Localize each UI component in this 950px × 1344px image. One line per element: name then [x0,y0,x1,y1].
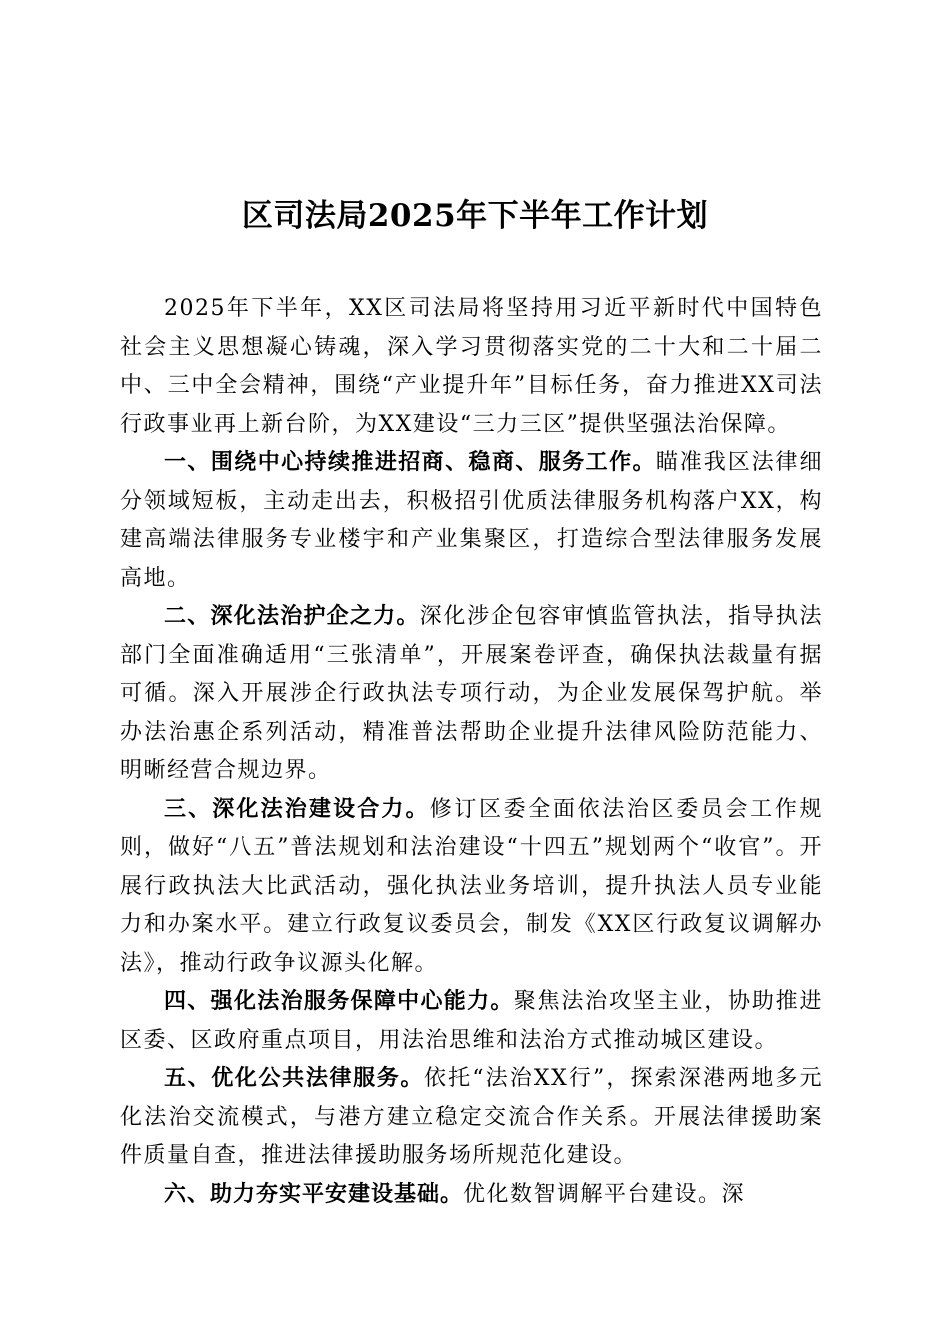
section-heading-1: 一、围绕中心持续推进招商、稳商、服务工作。 [164,450,656,475]
document-title: 区司法局2025年下半年工作计划 [241,198,709,234]
section-heading-3: 三、深化法治建设合力。 [164,796,430,822]
section-heading-5: 五、优化公共法律服务。 [164,1066,424,1091]
section-heading-4: 四、强化法治服务保障中心能力。 [164,989,514,1014]
section-paragraph-6 [120,1176,823,1215]
section-paragraph-4 [120,983,823,1060]
section-text-6: 优化数智调解平台建设。深 [463,1181,746,1207]
section-text-2: 深化涉企包容审慎监管执法，指导执法部门全面准确适用“三张清单”，开展案卷评查，确保执法裁量有据可循。深入开展涉企行政执法专项行动，为企业发展保驾护航。举办法治惠企系列活动，精准普法帮助企业提升法律风险防范能力、明晰经营合规边界。 [120,604,823,783]
document-body [120,290,823,1214]
section-text-5: 依托“法治XX行”，探索深港两地多元化法治交流模式，与港方建立稳定交流合作关系。开展法律援助案件质量自查，推进法律援助服务场所规范化建设。 [120,1066,823,1168]
section-text-1: 瞄准我区法律细分领域短板，主动走出去，积极招引优质法律服务机构落户XX，构建高端法律服务专业楼宇和产业集聚区，打造综合型法律服务发展高地。 [120,450,823,591]
intro-paragraph: 2025年下半年，XX区司法局将坚持用习近平新时代中国特色社会主义思想凝心铸魂，深入学习贯彻落实党的二十大和二十届二中、三中全会精神，围绕“产业提升年”目标任务，奋力推进XX司法行政事业再上新台阶，为XX建设“三力三区”提供坚强法治保障。 [120,296,823,437]
section-paragraph-5 [120,1060,823,1176]
section-paragraph-1 [120,444,823,598]
section-paragraph-3 [120,791,823,984]
section-heading-6: 六、助力夯实平安建设基础。 [164,1181,464,1207]
section-heading-2: 二、深化法治护企之力。 [164,604,420,629]
section-text-4: 聚焦法治攻坚主业，协助推进区委、区政府重点项目，用法治思维和法治方式推动城区建设。 [120,989,823,1053]
section-paragraph-2 [120,598,823,791]
section-text-3: 修订区委全面依法治区委员会工作规则，做好“八五”普法规划和法治建设“十四五”规划两个“收官”。开展行政执法大比武活动，强化执法业务培训，提升执法人员专业能力和办案水平。建立行政复议委员会，制发《XX区行政复议调解办法》，推动行政争议源头化解。 [120,796,823,976]
